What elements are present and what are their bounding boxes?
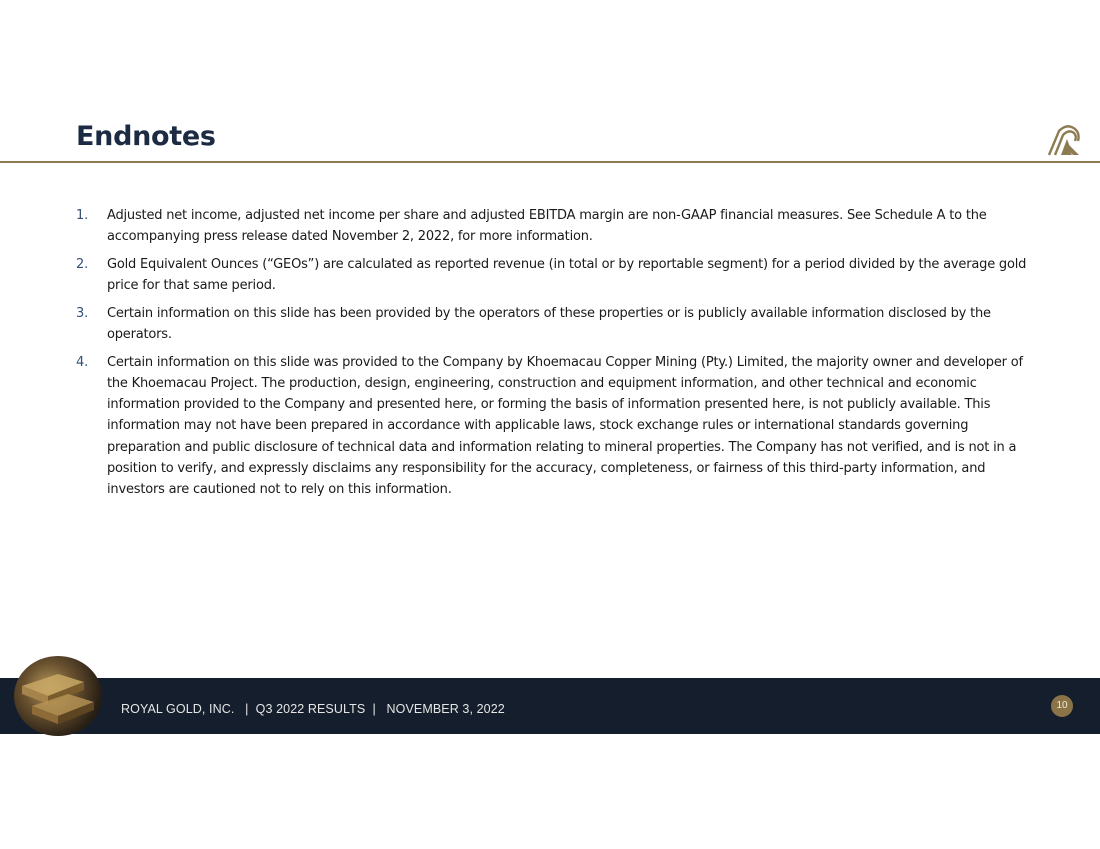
list-item <box>76 352 1038 500</box>
note-text: Certain information on this slide has been provided by the operators of these properties or is publicly available information disclosed by the operators. <box>107 305 991 343</box>
list-item <box>76 254 1038 296</box>
note-number: 1. <box>76 208 89 223</box>
note-text: Gold Equivalent Ounces (“GEOs”) are calculated as reported revenue (in total or by reportable segment) for a period divided by the average gold price for that same period. <box>107 256 1027 294</box>
page-number-badge: 10 <box>1051 695 1073 717</box>
endnotes-list <box>76 205 1038 507</box>
note-number: 3. <box>76 305 89 321</box>
note-text: Adjusted net income, adjusted net income per share and adjusted EBITDA margin are non-GAAP financial measures. See Schedule A to the accompanying press release dated November 2, 2022, for more information. <box>107 208 987 245</box>
note-number: 4. <box>76 354 89 370</box>
page-title: Endnotes <box>76 121 216 152</box>
footer-text: ROYAL GOLD, INC. | Q3 2022 RESULTS | NOVEMBER 3, 2022 <box>121 702 505 716</box>
footer-bar <box>0 678 1100 734</box>
gold-bars-photo-icon <box>14 656 102 736</box>
note-number: 2. <box>76 256 89 272</box>
note-text: Certain information on this slide was provided to the Company by Khoemacau Copper Mining (Pty.) Limited, the majority owner and developer of the Khoemacau Project. The production, design, engineering, construction and equipment information, and other technical and economic information provided to the Company and presented here, or forming the basis of information presented here, is not publicly available. This information may not have been prepared in accordance with applicable laws, stock exchange rules or international standards governing preparation and public disclosure of technical data and information relating to mineral properties. The Company has not verified, and is not in a position to verify, and expressly disclaims any responsibility for the accuracy, completeness, or fairness of this third-party information, and investors are cautioned not to rely on this information. <box>107 354 1023 497</box>
royal-gold-logo-icon <box>1045 121 1083 157</box>
list-item <box>76 205 1038 247</box>
list-item <box>76 303 1038 345</box>
title-rule <box>0 161 1100 163</box>
